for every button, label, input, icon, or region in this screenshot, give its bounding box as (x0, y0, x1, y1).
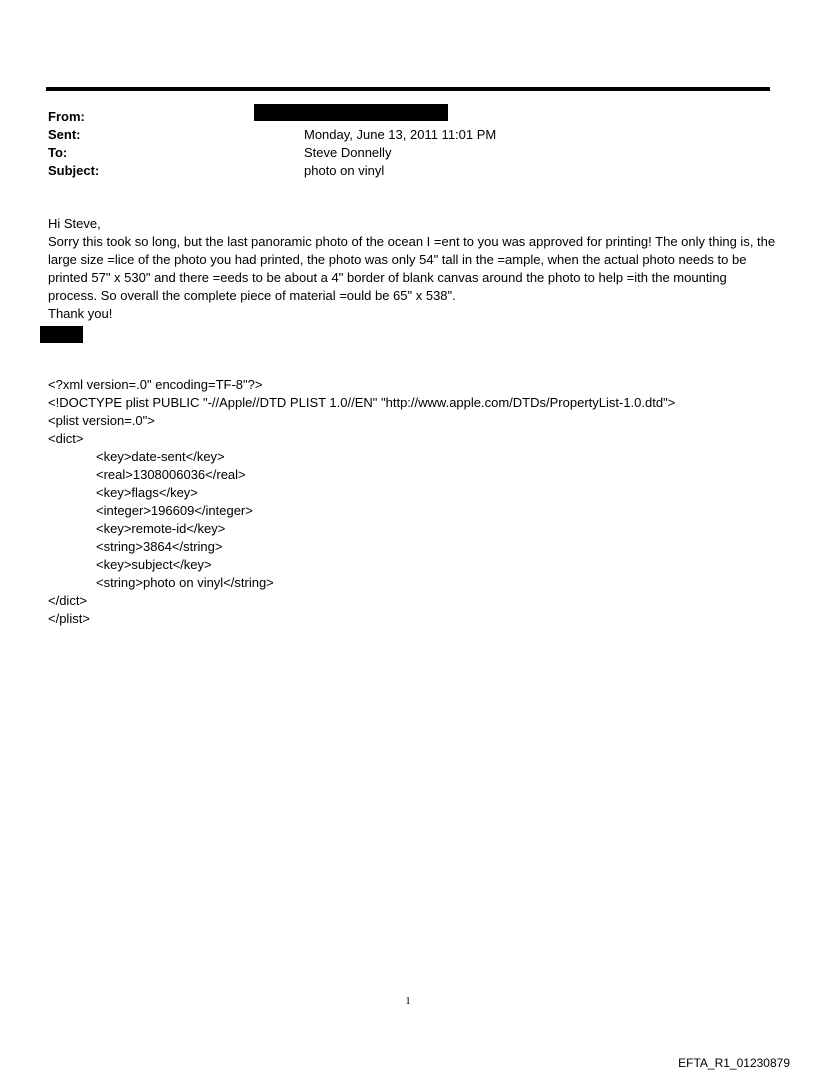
subject-label: Subject: (48, 163, 100, 178)
header-to-row (48, 144, 748, 162)
xml-line: <key>flags</key> (96, 485, 198, 500)
xml-line: <?xml version=.0" encoding=TF-8"?> (48, 377, 263, 392)
xml-line: </plist> (48, 611, 90, 626)
redacted-signature-block (40, 326, 83, 343)
xml-line: <dict> (48, 431, 84, 446)
xml-line: <key>remote-id</key> (96, 521, 226, 536)
xml-line: <integer>196609</integer> (96, 503, 253, 518)
header-sent-row (48, 126, 748, 144)
from-label: From: (48, 109, 85, 124)
page-number: 1 (405, 995, 411, 1007)
greeting: Hi Steve, (48, 216, 101, 231)
xml-line: </dict> (48, 593, 88, 608)
sent-value: Monday, June 13, 2011 11:01 PM (304, 127, 497, 142)
xml-line: <string>photo on vinyl</string> (96, 575, 274, 590)
xml-line: <real>1308006036</real> (96, 467, 246, 482)
xml-line: <!DOCTYPE plist PUBLIC "-//Apple//DTD PLIST 1.0//EN" "http://www.apple.com/DTDs/PropertyList-1.0.dtd"> (48, 395, 676, 410)
document-id: EFTA_R1_01230879 (678, 1056, 790, 1070)
subject-value: photo on vinyl (304, 163, 385, 178)
sent-label: Sent: (48, 127, 81, 142)
email-body (48, 215, 778, 323)
xml-line: <string>3864</string> (96, 539, 223, 554)
redacted-sender-block (254, 104, 448, 121)
xml-line: <key>date-sent</key> (96, 449, 225, 464)
to-value: Steve Donnelly (304, 145, 392, 160)
header-subject-row (48, 162, 748, 180)
header-divider-rule (46, 87, 770, 91)
plist-xml-block (48, 376, 675, 628)
xml-line: <key>subject</key> (96, 557, 212, 572)
closing: Thank you! (48, 306, 113, 321)
xml-line: <plist version=.0"> (48, 413, 155, 428)
body-paragraph: Sorry this took so long, but the last panoramic photo of the ocean I =ent to you was approved for printing! The only thing is, the large size =lice of the photo you had printed, the photo was only 54" tall in the =ample, when the actual photo needs to be printed 57" x 530" and there =eeds to be about a 4" border of blank canvas around the photo to help =ith the mounting process. So overall the complete piece of material =ould be 65" x 538". (48, 234, 776, 303)
to-label: To: (48, 145, 68, 160)
